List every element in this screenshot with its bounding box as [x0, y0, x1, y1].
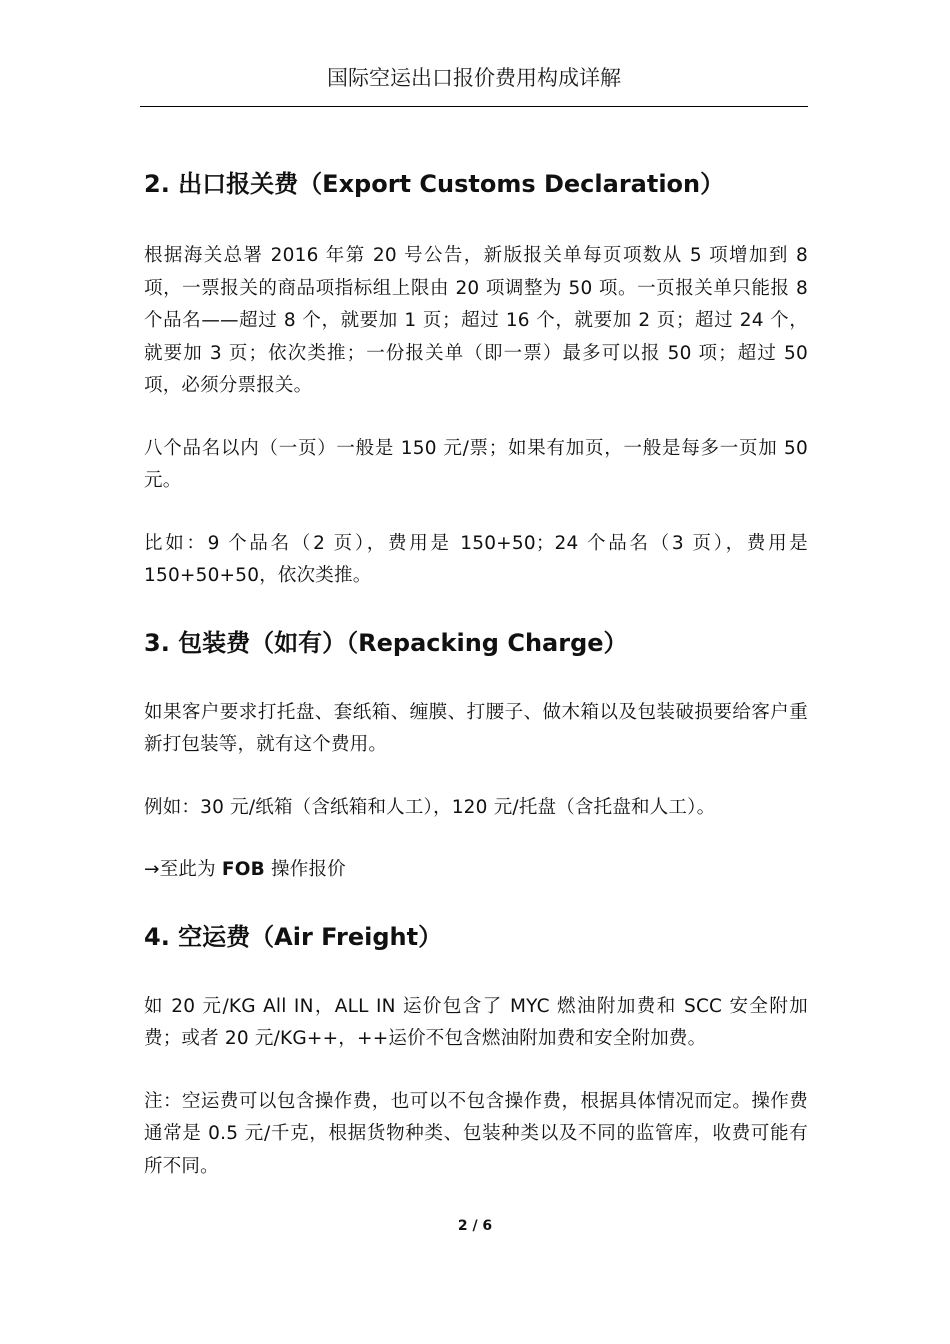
section-heading: 4. 空运费（Air Freight） — [144, 922, 443, 951]
document-body — [144, 164, 808, 1213]
fob-note — [144, 854, 808, 887]
section-repacking-charge — [144, 623, 808, 887]
paragraph: 八个品名以内（一页）一般是 150 元/票；如果有加页，一般是每多一页加 50 元。 — [144, 437, 808, 491]
paragraph: 如果客户要求打托盘、套纸箱、缠膜、打腰子、做木箱以及包装破损要给客户重新打包装等，就有这个费用。 — [144, 701, 808, 755]
section-air-freight — [144, 917, 808, 1184]
section-heading: 2. 出口报关费（Export Customs Declaration） — [144, 170, 725, 198]
paragraph: 例如：30 元/纸箱（含纸箱和人工），120 元/托盘（含托盘和人工）。 — [144, 796, 716, 818]
page-header-title: 国际空运出口报价费用构成详解 — [327, 66, 621, 90]
fob-note-bold: FOB — [221, 859, 265, 880]
header-divider — [140, 106, 808, 107]
section-export-customs-declaration — [144, 164, 808, 593]
paragraph: 如 20 元/KG All IN，ALL IN 运价包含了 MYC 燃油附加费和 SCC 安全附加费；或者 20 元/KG++，++运价不包含燃油附加费和安全附加费。 — [144, 995, 808, 1049]
paragraph: 根据海关总署 2016 年第 20 号公告，新版报关单每页项数从 5 项增加到 8 项，一票报关的商品项指标组上限由 20 项调整为 50 项。一页报关单只能报 8 个品名——超过 8 个，就要加 1 页；超过 16 个，就要加 2 页；超过 24 个，就要加 3 页；依次类推；一份报关单（即一票）最多可以报 50 项；超过 50 项，必须分票报关。 — [144, 245, 808, 396]
fob-note-suffix: 操作报价 — [264, 859, 346, 880]
paragraph: 注：空运费可以包含操作费，也可以不包含操作费，根据具体情况而定。操作费通常是 0.5 元/千克，根据货物种类、包装种类以及不同的监管库，收费可能有所不同。 — [144, 1090, 808, 1177]
page-number: 2 / 6 — [457, 1218, 493, 1234]
fob-note-prefix: →至此为 — [144, 859, 222, 880]
paragraph: 比如：9 个品名（2 页），费用是 150+50；24 个品名（3 页），费用是 150+50+50，依次类推。 — [144, 532, 808, 586]
section-heading: 3. 包装费（如有）（Repacking Charge） — [144, 628, 628, 657]
